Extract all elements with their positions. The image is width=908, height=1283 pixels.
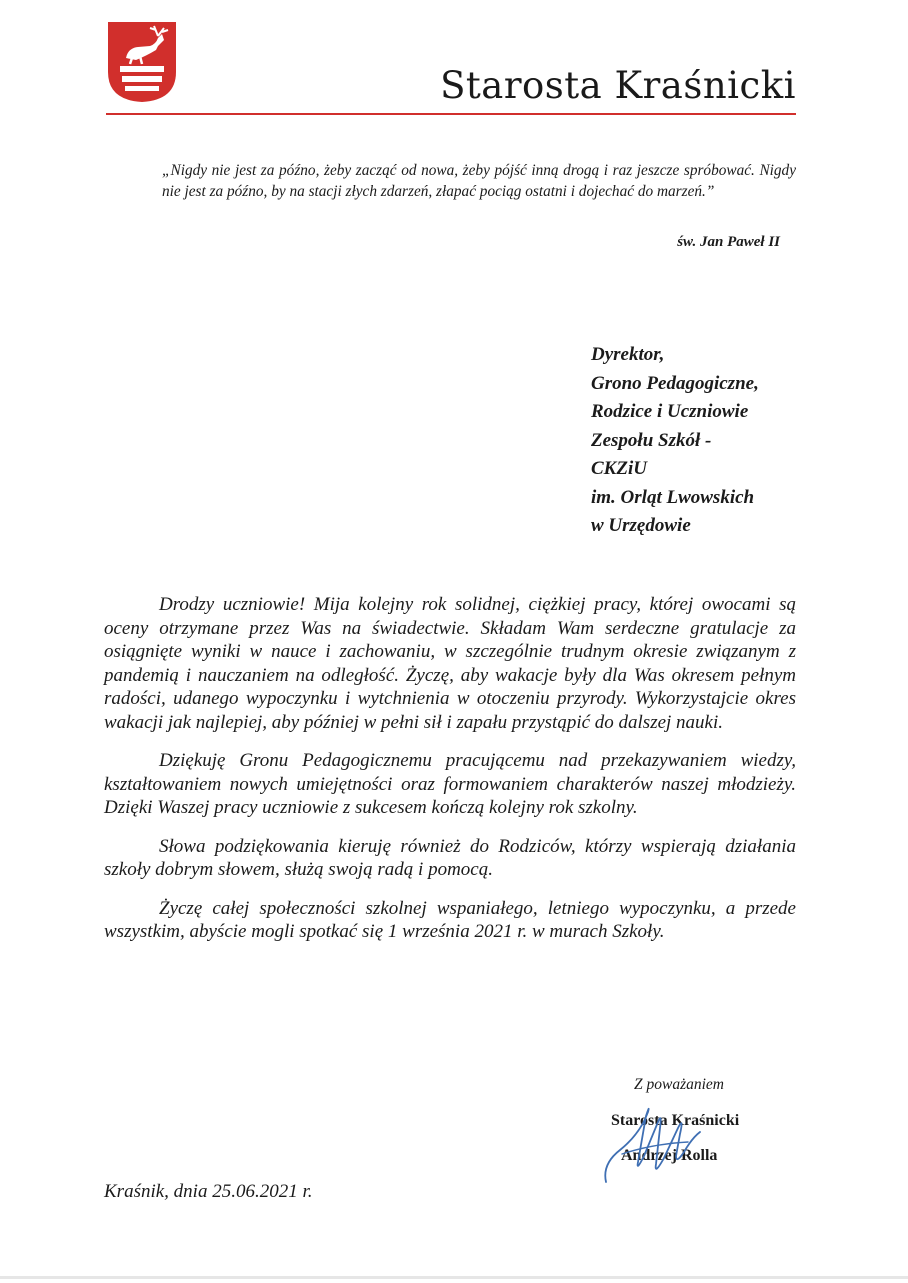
addressee-block [591, 341, 759, 541]
body-paragraph: Drodzy uczniowie! Mija kolejny rok solidnej, ciężkiej pracy, której owocami są oceny otrzymane przez Was na świadectwie. Składam Wam serdeczne gratulacje za osiągnięte wyniki w nauce i zachowaniu, w szczególnie trudnym okresie związanym z pandemią i nauczaniem na odległość. Życzę, aby wakacje były dla Was okresem pełnym radości, udanego wypoczynku i wytchnienia w otoczeniu przyrody. Wykorzystajcie okres wakacji jak najlepiej, aby później w pełni sił i zapału przystąpić do dalszej nauki. [104, 594, 796, 733]
addressee-line: CKZiU [591, 458, 647, 479]
addressee-line: Grono Pedagogiczne, [591, 372, 759, 394]
body-paragraph: Słowa podziękowania kieruję również do Rodziców, którzy wspierają działania szkoły dobrym słowem, służą swoją radą i pomocą. [104, 835, 796, 880]
closing-salutation: Z poważaniem [634, 1076, 724, 1093]
addressee-line: w Urzędowie [591, 515, 691, 536]
handwritten-signature [592, 1098, 732, 1188]
signer-name: Andrzej Rolla [621, 1147, 718, 1164]
addressee-line: Zespołu Szkół - [591, 429, 712, 451]
addressee-line: im. Orląt Lwowskich [591, 486, 755, 508]
page-title: Starosta Kraśnicki [440, 64, 796, 107]
signer-title: Starosta Kraśnicki [611, 1112, 740, 1129]
addressee-line: Dyrektor, [591, 344, 665, 365]
letter-body [104, 593, 796, 959]
header-divider [106, 113, 796, 115]
body-paragraph: Dziękuję Gronu Pedagogicznemu pracującemu nad przekazywaniem wiedzy, kształtowaniem nowych umiejętności oraz formowaniem charakterów naszej młodzieży. Dzięki Waszej pracy uczniowie z sukcesem kończą kolejny rok szkolny. [104, 750, 796, 818]
date-line: Kraśnik, dnia 25.06.2021 r. [104, 1181, 313, 1202]
body-paragraph: Życzę całej społeczności szkolnej wspaniałego, letniego wypoczynku, a przede wszystkim, abyście mogli spotkać się 1 września 2021 r. w murach Szkoły. [104, 897, 796, 942]
quote-author: św. Jan Paweł II [677, 234, 780, 250]
coat-of-arms-icon [106, 20, 178, 104]
page-bottom-border [0, 1276, 908, 1279]
epigraph-quote: „Nigdy nie jest za późno, żeby zacząć od nowa, żeby pójść inną drogą i raz jeszcze spróbować. Nigdy nie jest za późno, by na stacji złych zdarzeń, złapać pociąg ostatni i dojechać do marzeń.” [162, 162, 796, 200]
addressee-line: Rodzice i Uczniowie [591, 401, 749, 422]
